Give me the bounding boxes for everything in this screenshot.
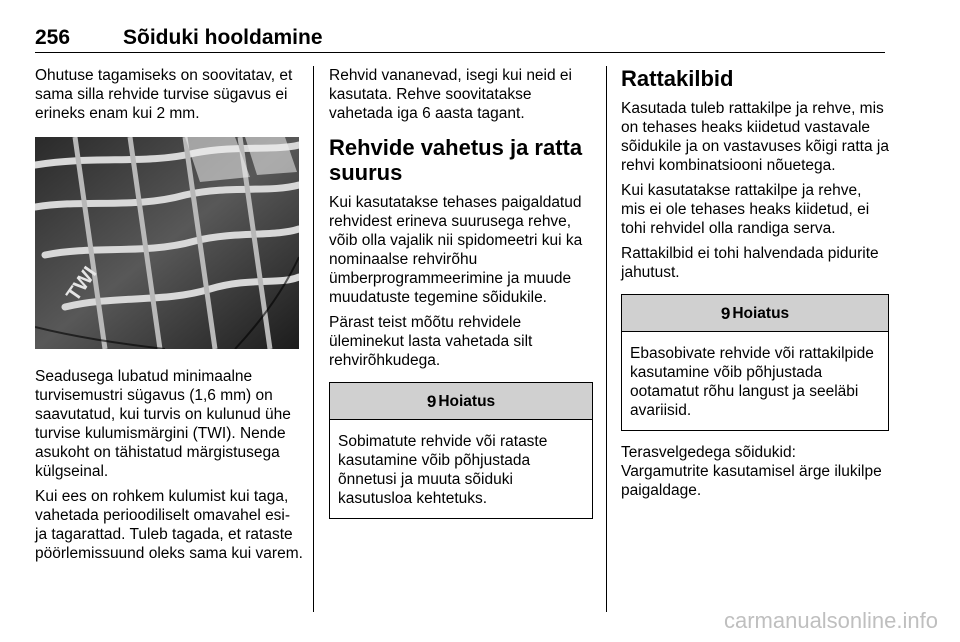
paragraph: Rehvid vananevad, isegi kui neid ei kasutata. Rehve soovitatakse vahetada iga 6 aasta tagant. <box>329 67 572 122</box>
warning-header <box>622 295 888 332</box>
paragraph: Rattakilbid ei tohi halvendada pidurite jahutust. <box>621 245 879 281</box>
warning-text: Ebasobivate rehvide või rattakilpide kasutamine võib põhjustada ootamatut rõhu langust ja seeläbi avariisid. <box>630 345 874 419</box>
section-heading: Rattakilbid <box>621 66 734 91</box>
twi-marking: TWI <box>62 262 102 306</box>
warning-icon: 9 <box>426 391 437 411</box>
warning-box <box>621 294 889 431</box>
page-header <box>35 26 885 53</box>
column-divider <box>606 66 607 612</box>
paragraph: Kasutada tuleb rattakilpe ja rehve, mis on tehases heaks kiidetud vastavale sõidukile ja on vastavuses kõigi ratta ja rehvi kombinatsiooni nõuetega. <box>621 100 889 174</box>
paragraph: Terasvelgedega sõidukid: <box>621 444 796 461</box>
column-right <box>621 66 889 506</box>
warning-text: Sobimatute rehvide või rataste kasutamine võib põhjustada õnnetusi ja muuta sõiduki kasutusloa kehtetuks. <box>338 433 548 507</box>
chapter-title: Sõiduki hooldamine <box>123 26 323 49</box>
section-heading: Rehvide vahetus ja ratta suurus <box>329 135 583 185</box>
column-middle <box>329 66 593 531</box>
warning-header <box>330 383 592 420</box>
paragraph: Vargamutrite kasutamisel ärge ilukilpe paigaldage. <box>621 463 882 499</box>
tire-tread-illustration <box>35 137 299 349</box>
paragraph: Pärast teist mõõtu rehvidele üleminekut lasta vahetada silt rehvirõhkudega. <box>329 314 533 369</box>
column-divider <box>313 66 314 612</box>
watermark: carmanualsonline.info <box>723 608 938 633</box>
paragraph: Kui kasutatakse tehases paigaldatud rehvidest erineva suurusega rehve, võib olla vajalik nii spidomeetri kui ka nominaalse rehvirõhu ümberprogrammeerimine ja muude muudatuste tegemine sõidukile. <box>329 194 583 306</box>
paragraph: Kui kasutatakse rattakilpe ja rehve, mis ei ole tehases heaks kiidetud, ei tohi rehvidel olla randiga serva. <box>621 182 870 237</box>
warning-box <box>329 382 593 519</box>
paragraph: Kui ees on rohkem kulumist kui taga, vahetada perioodiliselt omavahel esi- ja tagarattad. Tuleb tagada, et rataste pöörlemissuund oleks sama kui varem. <box>35 488 303 562</box>
warning-title: Hoiatus <box>438 392 496 410</box>
paragraph: Ohutuse tagamiseks on soovitatav, et sama silla rehvide turvise sügavus ei erineks enam kui 2 mm. <box>35 67 293 122</box>
page-number: 256 <box>35 26 71 49</box>
paragraph: Seadusega lubatud minimaalne turvisemustri sügavus (1,6 mm) on saavutatud, kui turvis on kulunud ühe turvise kulumismärgini (TWI). Nende asukoht on tähistatud märgistusega külgseinal. <box>35 368 291 480</box>
warning-icon: 9 <box>720 303 731 323</box>
column-left <box>35 66 303 569</box>
warning-title: Hoiatus <box>732 304 790 322</box>
